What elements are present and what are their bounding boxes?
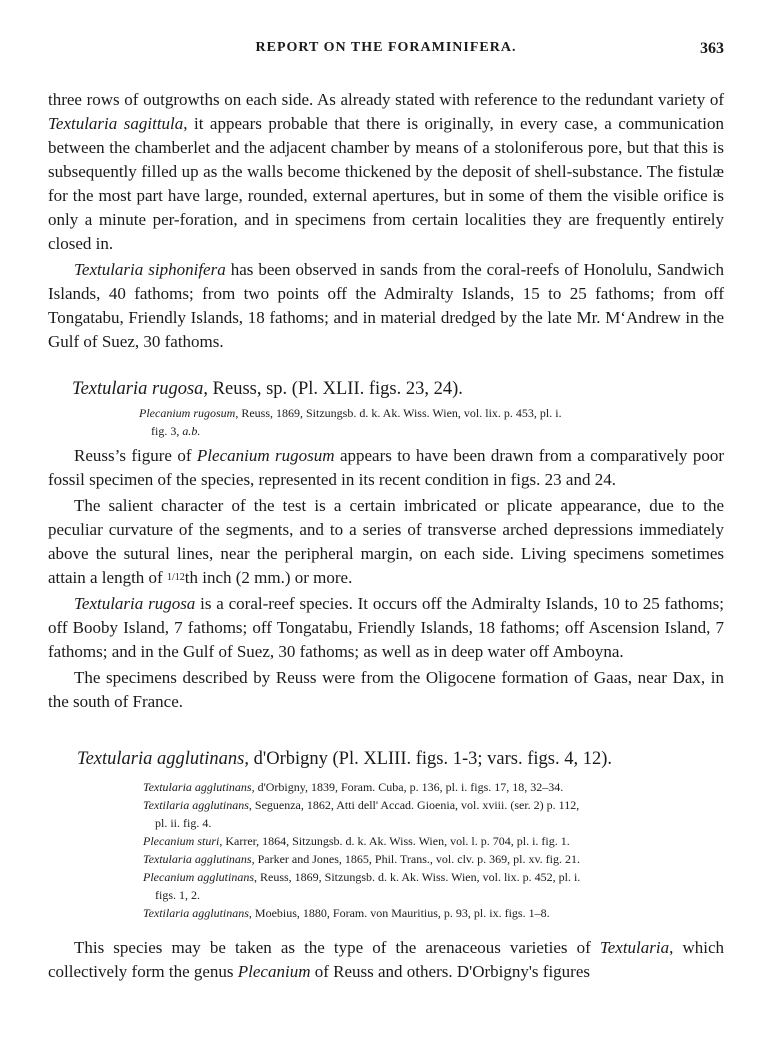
paragraph-siphonifera: Textularia siphonifera has been observed in sands from the coral-reefs of Honolulu, Sandwich Islands, 40 fathoms; from two points off the Admiralty Islands, 15 to 25 fathoms; from off Tongatabu, Friendly Islands, 18 fathoms; and in material dredged by the late Mr. M‘Andrew in the Gulf of Suez, 30 fathoms. bbox=[48, 260, 724, 351]
synonymy-entry-cont: fig. 3, a.b. bbox=[151, 424, 201, 438]
paragraph-rugosa-2: The salient character of the test is a certain imbricated or plicate appearance, due to the peculiar curvature of the segments, and to a series of transverse arched depressions immediately above the sutural lines, near the peripheral margin, on each side. Living specimens sometimes attain a length of 1/12th inch (2 mm.) or more. bbox=[48, 496, 724, 587]
synonymy-entry: Textilaria agglutinans, Seguenza, 1862, Atti dell' Accad. Gioenia, vol. xviii. (ser. 2) p. 112, bbox=[143, 798, 580, 812]
synonymy-agglutinans bbox=[143, 778, 724, 922]
paragraph-continuation: three rows of outgrowths on each side. As already stated with reference to the redundant variety of Textularia sagittula, it appears probable that there is originally, in every case, a communication between the chamberlet and the adjacent chamber by means of a stoloniferous pore, but that this is subsequently filled up as the walls become thickened by the deposit of shell-substance. The fistulæ for the most part have large, rounded, external apertures, but in some of them the visible orifice is only a minute per-foration, and in specimens from certain localities they are frequently entirely closed in. bbox=[48, 90, 725, 253]
synonymy-entry: Textularia agglutinans, d'Orbigny, 1839, Foram. Cuba, p. 136, pl. i. figs. 17, 18, 32–34. bbox=[143, 780, 564, 794]
synonymy-entry: Textilaria agglutinans, Moebius, 1880, Foram. von Mauritius, p. 93, pl. ix. figs. 1–8. bbox=[143, 906, 550, 920]
synonymy-entry: Plecanium sturi, Karrer, 1864, Sitzungsb. d. k. Ak. Wiss. Wien, vol. l. p. 704, pl. i. fig. 1. bbox=[143, 834, 570, 848]
species-heading-agglutinans: Textularia agglutinans, d'Orbigny (Pl. XLIII. figs. 1-3; vars. figs. 4, 12). bbox=[77, 749, 613, 769]
synonymy-entry: Plecanium agglutinans, Reuss, 1869, Sitzungsb. d. k. Ak. Wiss. Wien, vol. lix. p. 452, pl. i. bbox=[143, 870, 581, 884]
paragraph-rugosa-1: Reuss’s figure of Plecanium rugosum appears to have been drawn from a comparatively poor fossil specimen of the species, represented in its recent condition in figs. 23 and 24. bbox=[48, 446, 724, 489]
running-header bbox=[48, 40, 724, 64]
synonymy-entry-cont: figs. 1, 2. bbox=[155, 888, 200, 902]
synonymy-entry: Textularia agglutinans, Parker and Jones, 1865, Phil. Trans., vol. clv. p. 369, pl. xv. fig. 21. bbox=[143, 852, 581, 866]
fraction: 1/12 bbox=[166, 572, 185, 583]
paragraph-agglutinans-1: This species may be taken as the type of the arenaceous varieties of Textularia, which collectively form the genus Plecanium of Reuss and others. D'Orbigny's figures bbox=[48, 938, 724, 981]
species-heading-rugosa: Textularia rugosa, Reuss, sp. (Pl. XLII. figs. 23, 24). bbox=[72, 379, 463, 399]
body-text bbox=[48, 88, 724, 984]
synonymy-entry-cont: pl. ii. fig. 4. bbox=[155, 816, 212, 830]
page-number: 363 bbox=[700, 40, 724, 57]
paragraph-rugosa-4: The specimens described by Reuss were from the Oligocene formation of Gaas, near Dax, in the south of France. bbox=[48, 668, 724, 711]
paragraph-rugosa-3: Textularia rugosa is a coral-reef species. It occurs off the Admiralty Islands, 10 to 25 fathoms; off Booby Island, 7 fathoms; off Tongatabu, Friendly Islands, 18 fathoms; off Ascension Island, 7 fathoms; and in the Gulf of Suez, 30 fathoms; as well as in deep water off Amboyna. bbox=[48, 594, 724, 661]
synonymy-entry: Plecanium rugosum, Reuss, 1869, Sitzungsb. d. k. Ak. Wiss. Wien, vol. lix. p. 453, pl. i. bbox=[139, 406, 562, 420]
running-title: REPORT ON THE FORAMINIFERA. bbox=[255, 40, 517, 55]
synonymy-rugosa bbox=[139, 404, 724, 440]
